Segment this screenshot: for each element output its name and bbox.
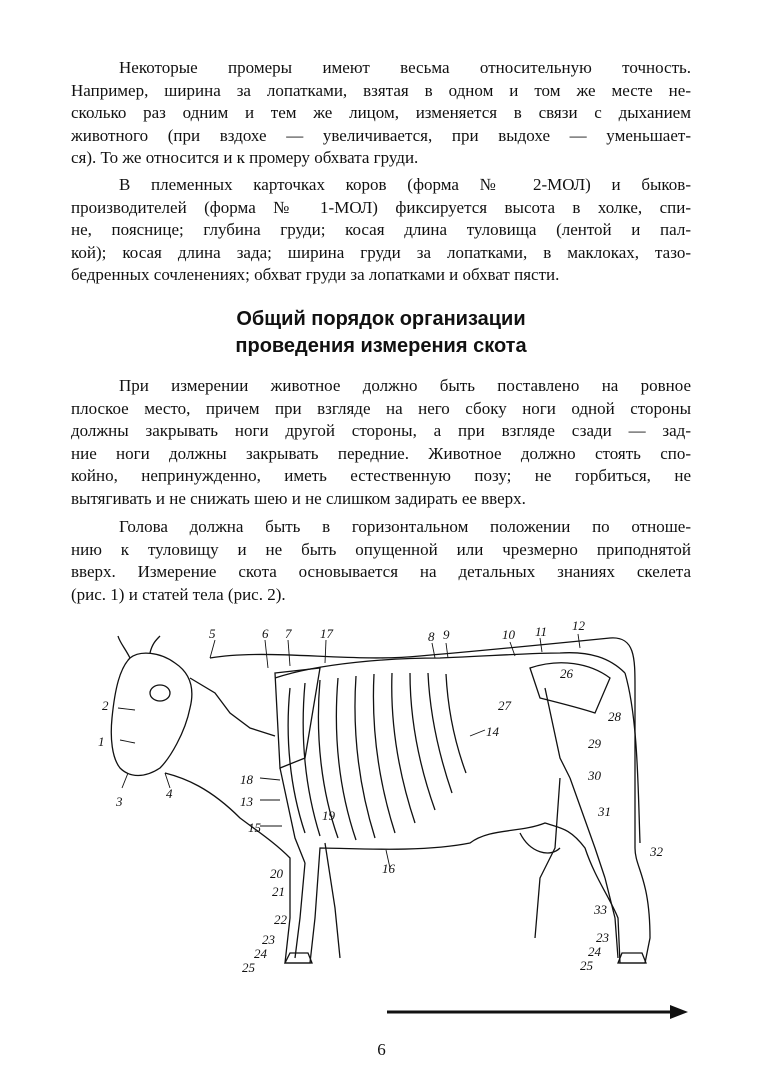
label-15: 15 [248,820,261,835]
text-line: Голова должна быть в горизонтальном положении по отноше- [119,517,691,536]
label-20: 20 [270,866,283,881]
hoof-front [285,953,312,963]
label-24-front: 24 [254,946,267,961]
label-13: 13 [240,794,253,809]
text-line: бедренных сочленениях; обхват груди за лопатками и обхват пясти. [71,265,560,285]
horn-left [118,636,130,658]
label-7: 7 [285,626,292,641]
page-number: 6 [377,1040,386,1059]
section-heading [71,306,691,360]
label-32: 32 [650,844,663,859]
label-28: 28 [608,709,621,724]
figure-labels [98,618,664,975]
head-outline [111,653,192,775]
hoof-hind [618,953,646,963]
text-line: Например, ширина за лопатками, взятая в одном и том же месте не- [71,80,691,100]
text-line: плоское место, причем при взгляде на него сбоку ноги одной стороны [71,398,691,418]
label-24-hind: 24 [588,944,601,959]
label-26: 26 [560,666,573,681]
label-33: 33 [594,902,607,917]
foreleg-lower [295,863,305,958]
cow-skeleton-figure [90,618,690,988]
text-line: ся). То же относится и к промеру обхвата груди. [71,148,419,168]
paragraph-2 [71,174,691,287]
label-5: 5 [209,626,216,641]
label-18: 18 [240,772,253,787]
text-line: производителей (форма № 1-МОЛ) фиксируется высота в холке, спи- [71,197,691,217]
neck-vertebrae [190,678,275,736]
label-19: 19 [322,808,335,823]
label-27: 27 [498,698,511,713]
heading-line-2: проведения измерения скота [235,335,527,357]
tail [625,673,640,843]
right-arrow-icon [385,1002,690,1022]
paragraph-1 [71,57,691,170]
text-line: ние ноги должны закрывать передние. Животное должно стоять спо- [71,443,691,463]
paragraph-3 [71,375,691,511]
label-21: 21 [272,884,285,899]
label-31: 31 [598,804,611,819]
label-22: 22 [274,912,287,927]
text-line: нию к туловищу и не быть опущенной или чрезмерно приподнятой [71,539,691,559]
eye-socket [150,685,170,701]
text-line: койно, непринужденно, иметь естественную позу; не горбиться, не [71,466,691,486]
label-25-front: 25 [242,960,255,975]
label-12: 12 [572,618,585,633]
label-10: 10 [502,627,515,642]
text-line: кой); косая длина зада; ширина груди за лопатками, в маклоках, тазо- [71,242,691,262]
label-4: 4 [166,786,173,801]
label-23-front: 23 [262,932,275,947]
label-30: 30 [588,768,601,783]
text-line: вверх. Измерение скота основывается на детальных знаниях скелета [71,562,691,582]
text-line: вытягивать и не снижать шею и не слишком задирать ее вверх. [71,488,526,508]
paragraph-4 [71,516,691,606]
hind-cannon [605,878,618,958]
text-line: (рис. 1) и статей тела (рис. 2). [71,584,286,604]
foreleg-second [325,843,340,958]
text-line: сколько раз одним и тем же лицом, изменяется в связи с дыханием [71,103,691,123]
heading-line-1: Общий порядок организации [236,308,526,330]
label-11: 11 [535,624,548,639]
cow-skeleton-drawing [90,618,690,988]
label-14: 14 [486,724,499,739]
label-9: 9 [443,627,450,642]
hind-second [535,778,560,938]
label-16: 16 [382,861,395,876]
scapula [275,668,320,768]
text-line: При измерении животное должно быть поставлено на ровное [119,376,691,395]
text-line: Некоторые промеры имеют весьма относительную точность. [119,58,691,77]
femur [545,688,570,778]
label-pointers [118,634,580,868]
text-line: В племенных карточках коров (форма № 2-МОЛ) и быков- [119,175,691,194]
text-line: должны закрывать ноги другой стороны, а при взгляде сзади — зад- [71,421,691,441]
label-23-hind: 23 [596,930,609,945]
text-line: не, пояснице; глубина груди; косая длина туловища (лентой и пал- [71,220,691,240]
label-8: 8 [428,629,435,644]
label-3: 3 [116,794,123,809]
horn-right [150,636,160,653]
label-29: 29 [588,736,601,751]
label-1: 1 [98,734,105,749]
label-17: 17 [320,626,333,641]
tibia [570,778,605,878]
label-2: 2 [102,698,109,713]
text-line: животного (при вздохе — увеличивается, при выдохе — уменьшает- [71,125,691,145]
label-6: 6 [262,626,269,641]
label-25-hind: 25 [580,958,593,973]
